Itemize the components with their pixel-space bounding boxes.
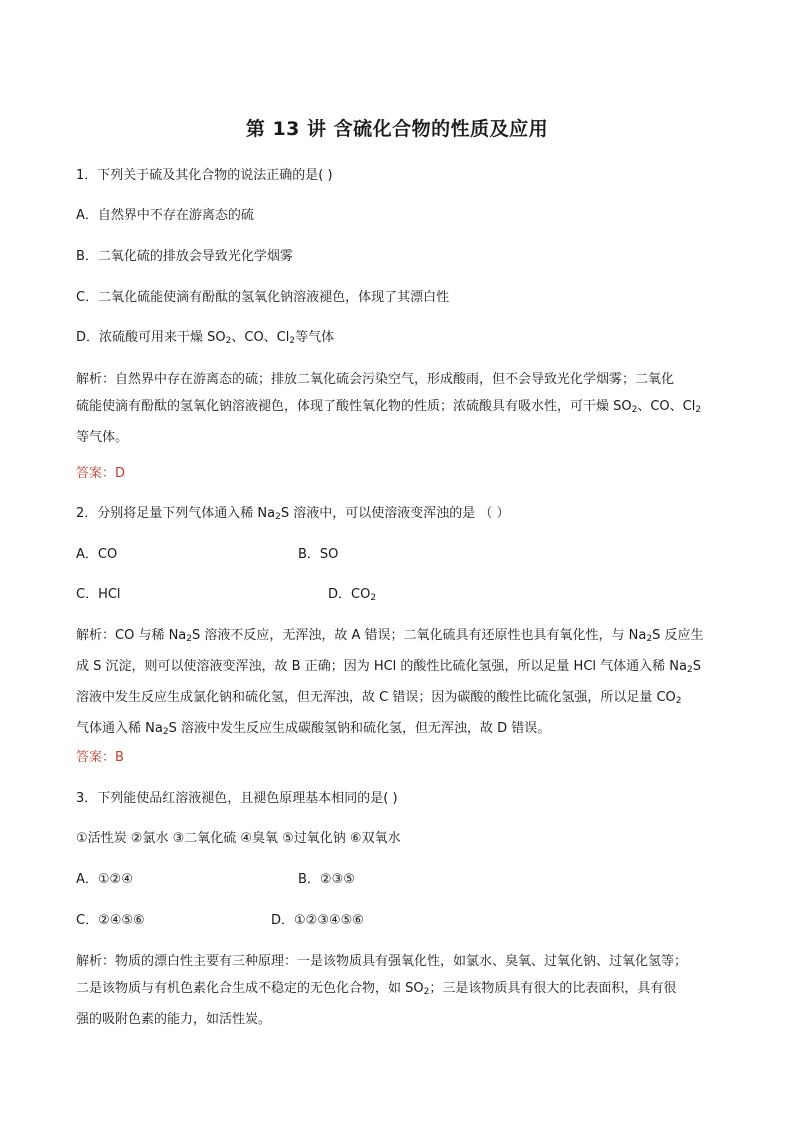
q2-option-d: D．$CO_2$ — [328, 587, 377, 603]
q1-explanation: 解析：自然界中存在游离态的硫；排放二氧化硫会污染空气，形成酸雨，但不会导致光化学烟雾；二氧化 硫能使滴有酚酞的氢氧化钠溶液褪色，体现了酸性氧化物的性质；浓硫酸具有吸水性，可干燥 $SO_2$、CO、$Cl_2$ 等气体。 — [76, 372, 702, 445]
q2-option-b: B．SO — [298, 547, 339, 562]
page-title: 第 13 讲 含硫化合物的性质及应用 — [245, 118, 549, 140]
q1-answer: 答案：D — [76, 466, 126, 481]
q2-answer: 答案：B — [76, 750, 124, 765]
q2-option-a: A．CO — [76, 547, 118, 562]
q3-option-a: A．①②④ — [76, 872, 133, 887]
q3-option-c: C．②④⑤⑥ — [76, 913, 145, 928]
q1-option-b: B．二氧化硫的排放会导致光化学烟雾 — [76, 249, 293, 264]
q1-option-a: A．自然界中不存在游离态的硫 — [76, 208, 254, 223]
q3-option-b: B．②③⑤ — [298, 872, 355, 887]
q1-stem: 1．下列关于硫及其化合物的说法正确的是( ) — [76, 168, 333, 183]
q2-stem: 2．分别将足量下列气体通入稀 $Na_2S$ 溶液中，可以使溶液变浑浊的是 （ ） — [76, 506, 510, 522]
q3-explanation: 解析：物质的漂白性主要有三种原理：一是该物质具有强氧化性，如氯水、臭氧、过氧化钠、过氧化氢等； 二是该物质与有机色素化合生成不稳定的无色化合物，如 $SO_2$；三是该物质具有很大的比表面积，具有很 强的吸附色素的能力，如活性炭。 — [76, 954, 688, 1027]
q1-option-c: C．二氧化硫能使滴有酚酞的氢氧化钠溶液褪色，体现了其漂白性 — [76, 290, 450, 305]
q3-option-d: D．①②③④⑤⑥ — [271, 913, 364, 928]
q2-option-c: C．HCl — [76, 587, 121, 602]
q2-explanation: 解析：CO 与稀 $Na_2S$ 溶液不反应，无浑浊，故 A 错误；二氧化硫具有还原性也具有氧化性，与 $Na_2S$ 反应生 成 S 沉淀，则可以使溶液变浑浊，故 B 正确；因为 HCl 的酸性比硫化氢强，所以足量 HCl 气体通入稀 $Na_2S$ 溶液中发生反应生成氯化钠和硫化氢，但无浑浊，故 C 错误；因为碳酸的酸性比硫化氢强，所以足量 $CO_2$ 气体通入稀 $Na_2S$ 溶液中发生反应生成碳酸氢钠和硫化氢，但无浑浊，故 D 错误。 — [76, 628, 704, 737]
q1-option-d: D．浓硫酸可用来干燥 $SO_2$、CO、$Cl_2$等气体 — [76, 330, 335, 346]
q3-items: ①活性炭 ②氯水 ③二氧化硫 ④臭氧 ⑤过氧化钠 ⑥双氧水 — [76, 831, 401, 846]
q3-stem: 3．下列能使品红溶液褪色，且褪色原理基本相同的是( ) — [76, 791, 398, 806]
